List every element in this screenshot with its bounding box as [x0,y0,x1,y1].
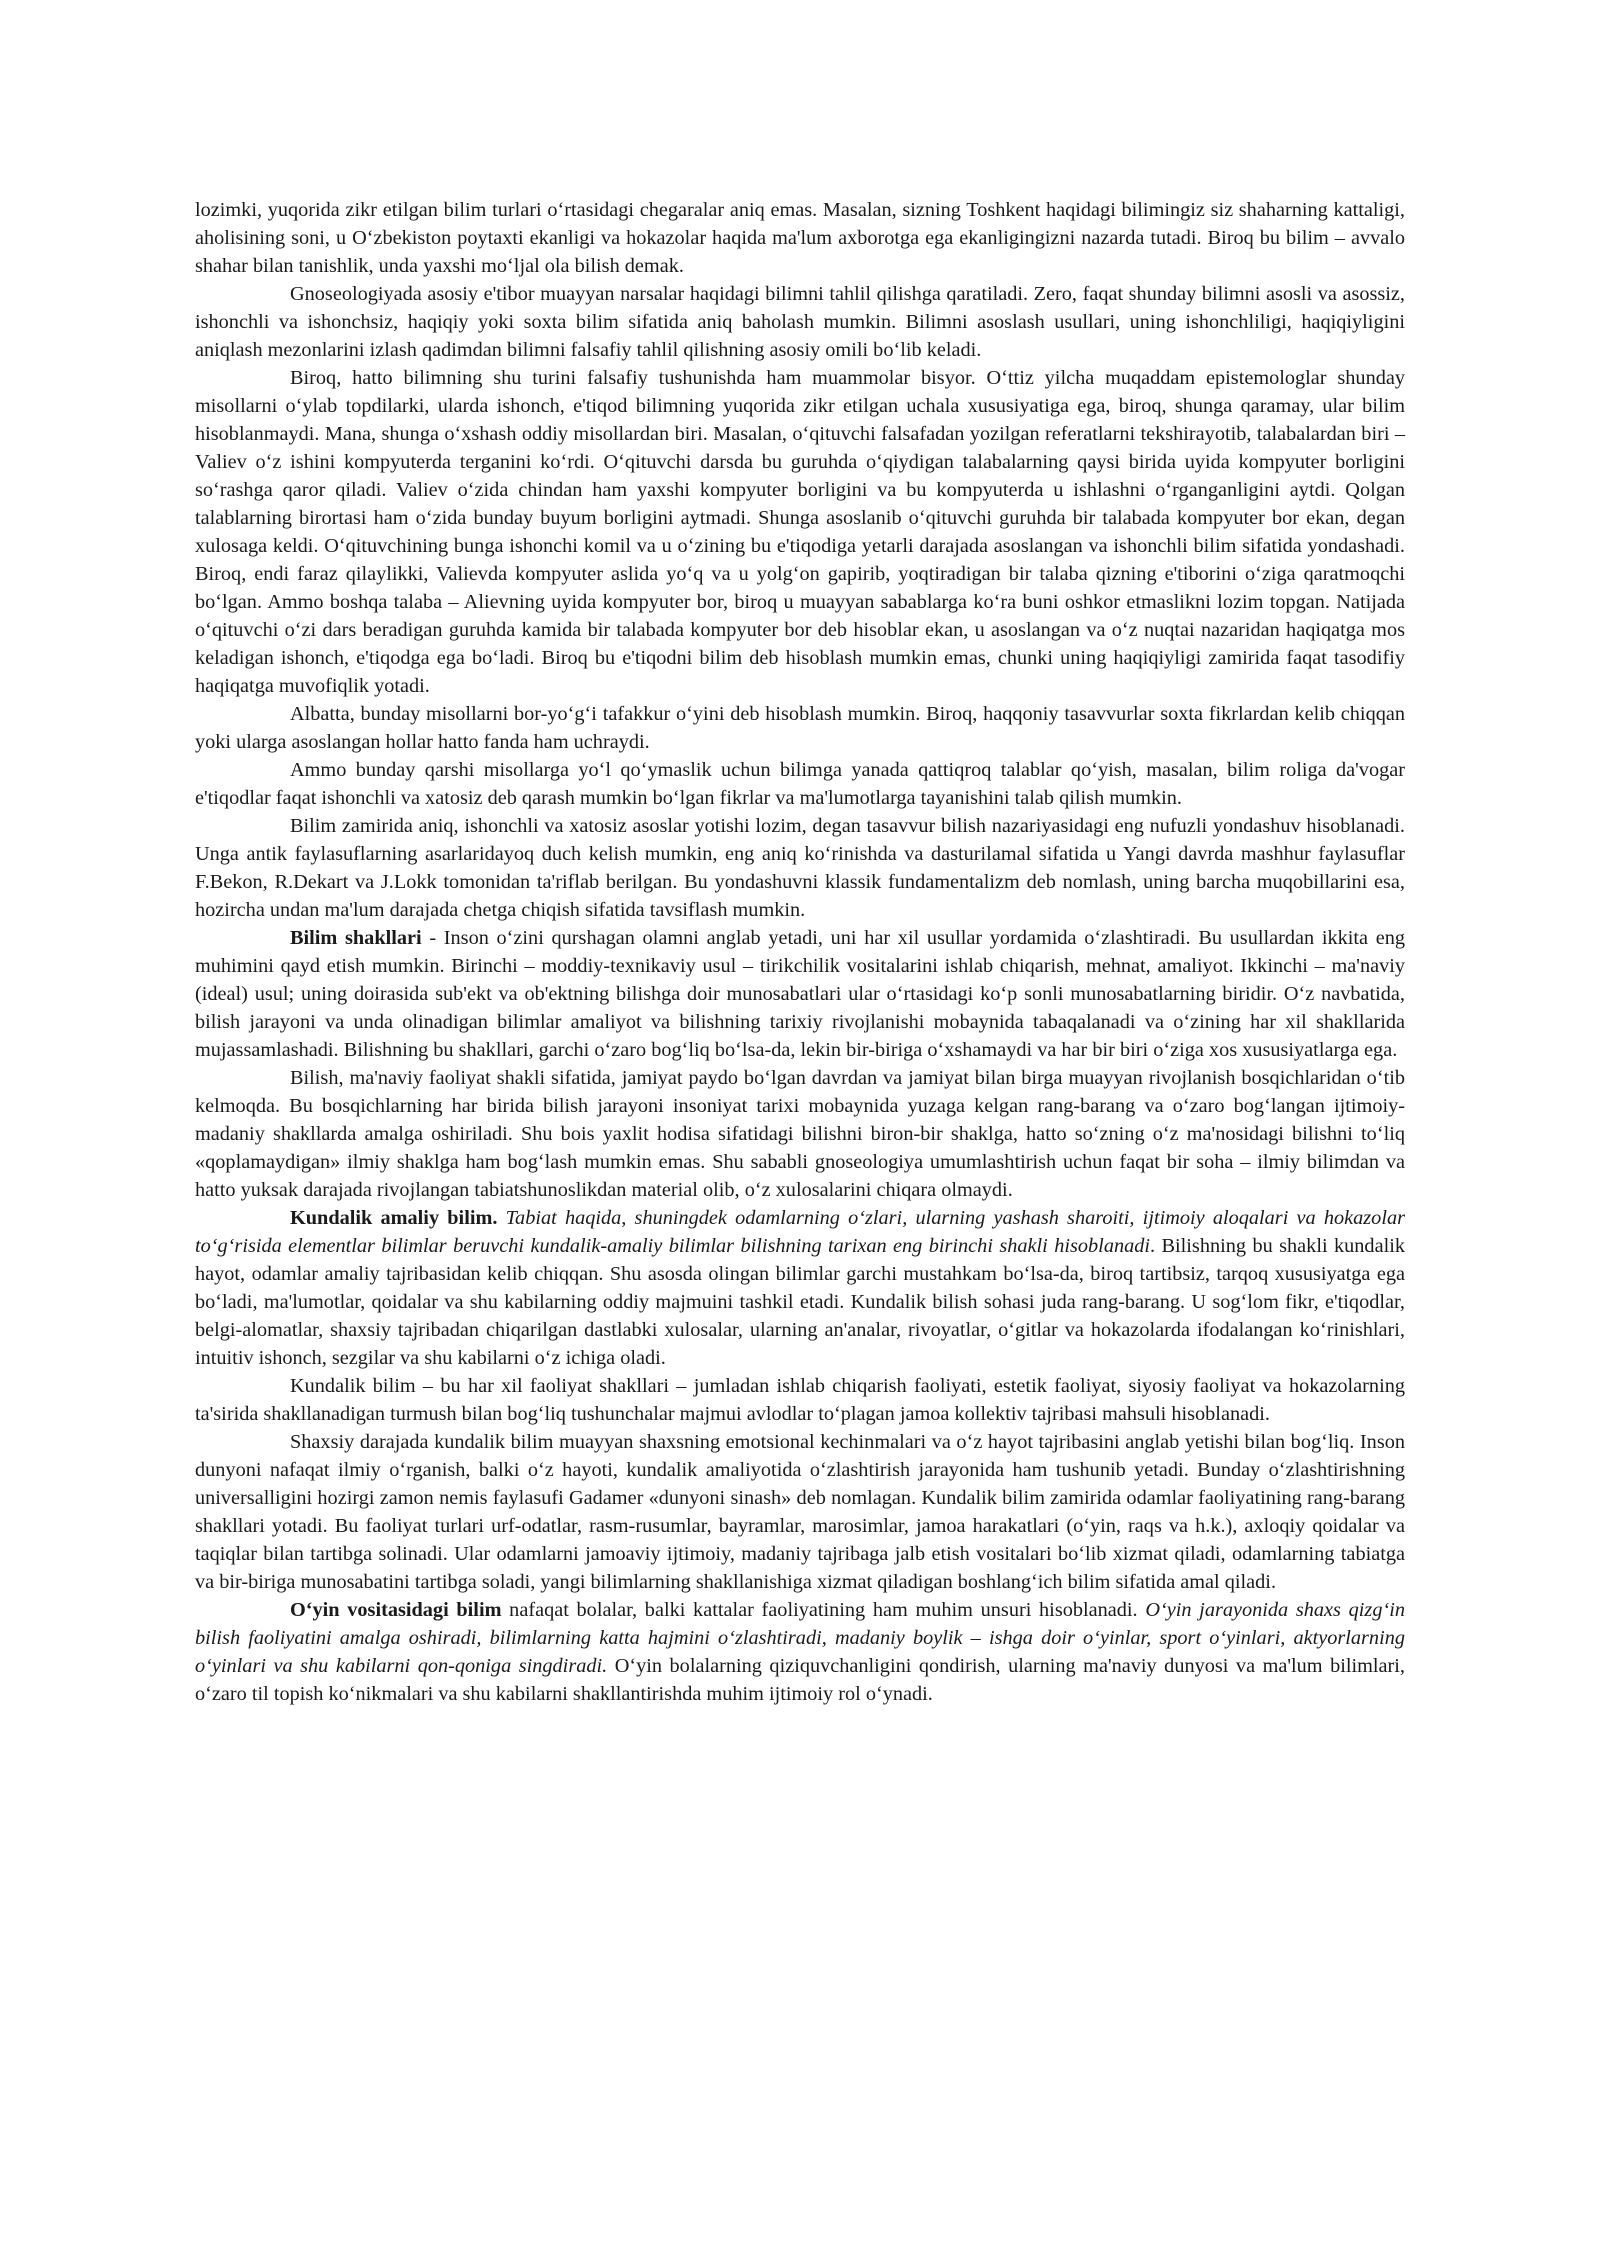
paragraph [195,196,1405,280]
section-heading: O‘yin vositasidagi bilim [290,1599,502,1621]
definition-text: Tabiat haqida, shuningdek odamlarning o‘zlari, ularning yashash sharoiti, ijtimoiy aloqalari va hokazolar to‘g‘risida elementlar bilimlar beruvchi kundalik-amaliy bilimlar bilishning tarixan eng birinchi shakli hisoblanadi [195,1207,1405,1257]
definition-text: O‘yin jarayonida shaxs qizg‘in bilish faoliyatini amalga oshiradi, bilimlarning katta hajmini o‘zlashtiradi, madaniy boylik – ishga doir o‘yinlar, sport o‘yinlari, aktyorlarning o‘yinlari va shu kabilarni qon-qoniga singdiradi. [195,1599,1405,1677]
paragraph-text [497,1207,505,1229]
paragraph-text: O‘yin bolalarning qiziquvchanligini qondirish, ularning ma'naviy dunyosi va ma'lum bilimlari, o‘zaro til topish ko‘nikmalari va shu kabilarni shakllantirishda muhim ijtimoiy rol o‘ynadi. [195,1655,1405,1705]
paragraph [195,924,1405,1064]
paragraph [195,364,1405,700]
paragraph-text: Albatta, bunday misollarni bor-yo‘g‘i tafakkur o‘yini deb hisoblash mumkin. Biroq, haqqoniy tasavvurlar soxta fikrlardan kelib chiqqan yoki ularga asoslangan hollar hatto fanda ham uchraydi. [195,703,1405,753]
paragraph-text: Biroq, hatto bilimning shu turini falsafiy tushunishda ham muammolar bisyor. O‘ttiz yilcha muqaddam epistemologlar shunday misollarni o‘ylab topdilarki, ularda ishonch, e'tiqod bilimning yuqorida zikr etilgan uchala xususiyatiga ega, biroq, shunga qaramay, ular bilim hisoblanmaydi. Mana, shunga o‘xshash oddiy misollardan biri. Masalan, o‘qituvchi falsafadan yozilgan referatlarni tekshirayotib, talabalardan biri – Valiev o‘z ishini kompyuterda terganini ko‘rdi. O‘qituvchi darsda bu guruhda o‘qiydigan talabalarning qaysi birida uyida kompyuter borligini so‘rashga qaror qiladi. Valiev o‘zida chindan ham yaxshi kompyuter borligini va bu kompyuterda u ishlashni o‘rganganligini aytdi. Qolgan talablarning birortasi ham o‘zida bunday buyum borligini aytmadi. Shunga asoslanib o‘qituvchi guruhda bir talabada kompyuter bor ekan, degan xulosaga keldi. O‘qituvchining bunga ishonchi komil va u o‘zining bu e'tiqodiga yetarli darajada asoslangan va ishonchli bilim sifatida yondashadi. Biroq, endi faraz qilaylikki, Valievda kompyuter aslida yo‘q va u yolg‘on gapirib, yoqtiradigan bir talaba qizning e'tiborini o‘ziga qaratmoqchi bo‘lgan. Ammo boshqa talaba – Alievning uyida kompyuter bor, biroq u muayyan sabablarga ko‘ra buni oshkor etmaslikni lozim topgan. Natijada o‘qituvchi o‘zi dars beradigan guruhda kamida bir talabada kompyuter bor deb hisoblar ekan, u asoslangan va o‘z nuqtai nazaridan haqiqatga mos keladigan ishonch, e'tiqodga ega bo‘ladi. Biroq bu e'tiqodni bilim deb hisoblash mumkin emas, chunki uning haqiqiyligi zamirida faqat tasodifiy haqiqatga muvofiqlik yotadi. [195,367,1405,697]
paragraph-text: nafaqat bolalar, balki kattalar faoliyatining ham muhim unsuri hisoblanadi. [501,1599,1146,1621]
document-page [195,196,1405,1708]
paragraph-text: Kundalik bilim – bu har xil faoliyat shakllari – jumladan ishlab chiqarish faoliyati, estetik faoliyat, siyosiy faoliyat va hokazolarning ta'sirida shakllanadigan turmush bilan bog‘liq tushunchalar majmui avlodlar to‘plagan jamoa kollektiv tajribasi mahsuli hisoblanadi. [195,1375,1405,1425]
section-heading: Kundalik amaliy bilim. [290,1207,498,1229]
paragraph-text: Ammo bunday qarshi misollarga yo‘l qo‘ymaslik uchun bilimga yanada qattiqroq talablar qo‘yish, masalan, bilim roliga da'vogar e'tiqodlar faqat ishonchli va xatosiz deb qarash mumkin bo‘lgan fikrlar va ma'lumotlarga tayanishini talab qilish mumkin. [195,759,1405,809]
paragraph [195,1372,1405,1428]
paragraph-text: Shaxsiy darajada kundalik bilim muayyan shaxsning emotsional kechinmalari va o‘z hayot tajribasini anglab yetishi bilan bog‘liq. Inson dunyoni nafaqat ilmiy o‘rganish, balki o‘z hayoti, kundalik amaliyotida o‘zlashtirish jarayonida ham tushunib yetadi. Bunday o‘zlashtirishning universalligini hozirgi zamon nemis faylasufi Gadamer «dunyoni sinash» deb nomlagan. Kundalik bilim zamirida odamlar faoliyatining rang-barang shakllari yotadi. Bu faoliyat turlari urf-odatlar, rasm-rusumlar, bayramlar, marosimlar, jamoa harakatlari (o‘yin, raqs va h.k.), axloqiy qoidalar va taqiqlar bilan tartibga solinadi. Ular odamlarni jamoaviy ijtimoiy, madaniy tajribaga jalb etish vositalari bo‘lib xizmat qiladi, odamlarning tabiatga va bir-biriga munosabatini tartibga soladi, yangi bilimlarning shakllanishiga xizmat qiladigan boshlang‘ich bilim sifatida amal qiladi. [195,1431,1405,1593]
paragraph [195,1596,1405,1708]
paragraph-text: Bilim zamirida aniq, ishonchli va xatosiz asoslar yotishi lozim, degan tasavvur bilish nazariyasidagi eng nufuzli yondashuv hisoblanadi. Unga antik faylasuflarning asarlaridayoq duch kelish mumkin, eng aniq ko‘rinishda va dasturilamal sifatida u Yangi davrda mashhur faylasuflar F.Bekon, R.Dekart va J.Lokk tomonidan ta'riflab berilgan. Bu yondashuvni klassik fundamentalizm deb nomlash, uning barcha muqobillarini esa, hozircha undan ma'lum darajada chetga chiqish sifatida tavsiflash mumkin. [195,815,1405,921]
paragraph [195,280,1405,364]
paragraph-text: lozimki, yuqorida zikr etilgan bilim turlari o‘rtasidagi chegaralar aniq emas. Masalan, sizning Toshkent haqidagi bilimingiz siz shaharning kattaligi, aholisining soni, u O‘zbekiston poytaxti ekanligi va hokazolar haqida ma'lum axborotga ega ekanligingizni nazarda tutadi. Biroq bu bilim – avvalo shahar bilan tanishlik, unda yaxshi mo‘ljal ola bilish demak. [195,199,1405,277]
paragraph-text: . Bilishning bu shakli kundalik hayot, odamlar amaliy tajribasidan kelib chiqqan. Shu asosda olingan bilimlar garchi mustahkam bo‘lsa-da, biroq tartibsiz, tarqoq xususiyatga ega bo‘ladi, ma'lumotlar, qoidalar va shu kabilarning oddiy majmuini tashkil etadi. Kundalik bilish sohasi juda rang-barang. U sog‘lom fikr, e'tiqodlar, belgi-alomatlar, shaxsiy tajribadan chiqarilgan dastlabki xulosalar, ularning an'analar, rivoyatlar, o‘gitlar va hokazolarda ifodalangan ko‘rinishlari, intuitiv ishonch, sezgilar va shu kabilarni o‘z ichiga oladi. [195,1235,1405,1369]
paragraph [195,1204,1405,1372]
section-heading: Bilim shakllari [290,927,422,949]
paragraph-text: - Inson o‘zini qurshagan olamni anglab yetadi, uni har xil usullar yordamida o‘zlashtiradi. Bu usullardan ikkita eng muhimini qayd etish mumkin. Birinchi – moddiy-texnikaviy usul – tirikchilik vositalarini ishlab chiqarish, mehnat, amaliyot. Ikkinchi – ma'naviy (ideal) usul; uning doirasida sub'ekt va ob'ektning bilishga doir munosabatlari ular o‘rtasidagi ko‘p sonli munosabatlarning biridir. O‘z navbatida, bilish jarayoni va unda olinadigan bilimlar amaliyot va bilishning tarixiy rivojlanishi mobaynida tabaqalanadi va o‘zining har xil shakllarida mujassamlashadi. Bilishning bu shakllari, garchi o‘zaro bog‘liq bo‘lsa-da, lekin bir-biriga o‘xshamaydi va har bir biri o‘ziga xos xususiyatlarga ega. [195,927,1405,1061]
paragraph [195,1064,1405,1204]
paragraph-text: Gnoseologiyada asosiy e'tibor muayyan narsalar haqidagi bilimni tahlil qilishga qaratiladi. Zero, faqat shunday bilimni asosli va asossiz, ishonchli va ishonchsiz, haqiqiy yoki soxta bilim sifatida aniq baholash mumkin. Bilimni asoslash usullari, uning ishonchliligi, haqiqiyligini aniqlash mezonlarini izlash qadimdan bilimni falsafiy tahlil qilishning asosiy omili bo‘lib keladi. [195,283,1405,361]
paragraph [195,812,1405,924]
paragraph [195,756,1405,812]
paragraph-text: Bilish, ma'naviy faoliyat shakli sifatida, jamiyat paydo bo‘lgan davrdan va jamiyat bilan birga muayyan rivojlanish bosqichlaridan o‘tib kelmoqda. Bu bosqichlarning har birida bilish jarayoni insoniyat tarixi mobaynida yuzaga kelgan rang-barang va o‘zaro bog‘langan ijtimoiy-madaniy shakllarda amalga oshiriladi. Shu bois yaxlit hodisa sifatidagi bilishni biron-bir shaklga, hatto so‘zning o‘z ma'nosidagi bilishni to‘liq «qoplamaydigan» ilmiy shaklga ham bog‘lash mumkin emas. Shu sababli gnoseologiya umumlashtirish uchun faqat bir soha – ilmiy bilimdan va hatto yuksak darajada rivojlangan tabiatshunoslikdan material olib, o‘z xulosalarini chiqara olmaydi. [195,1067,1405,1201]
paragraph [195,1428,1405,1596]
paragraph [195,700,1405,756]
